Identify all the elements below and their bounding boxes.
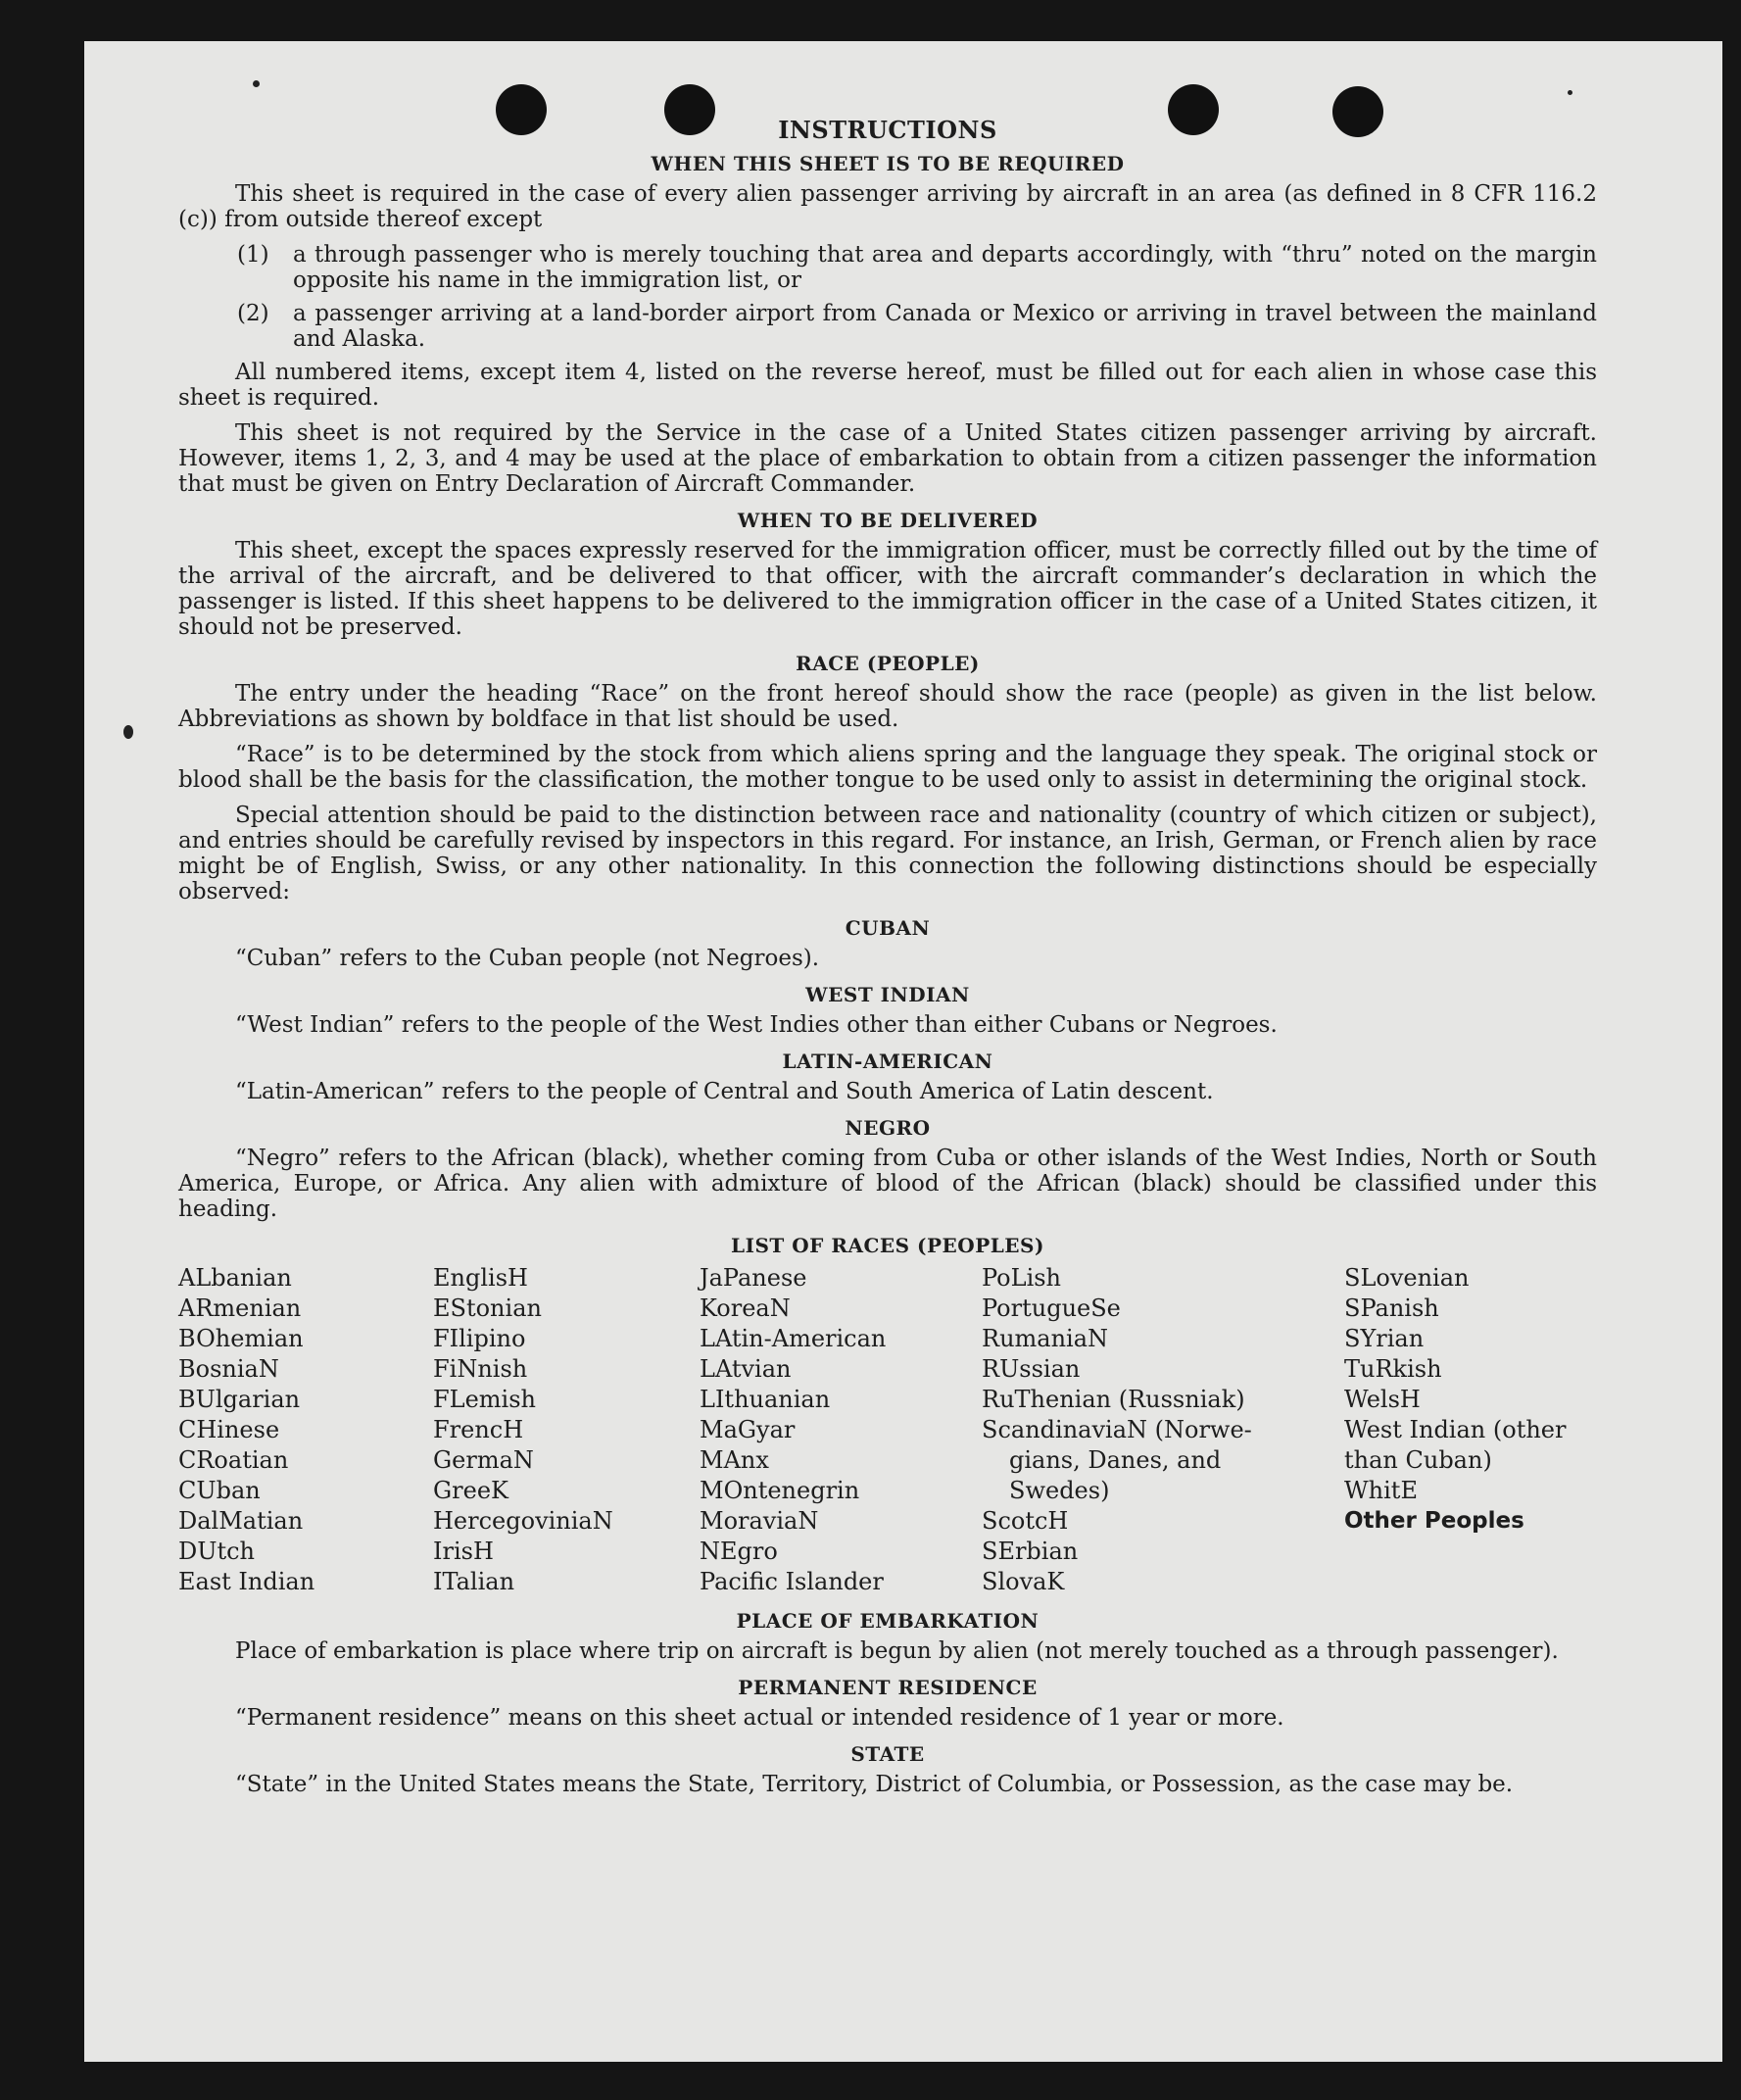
race-entry: ALbanian: [178, 1264, 292, 1292]
race-entry: MAnx: [700, 1446, 769, 1474]
race-entry: MaGyar: [700, 1416, 796, 1443]
paragraph: This sheet is required in the case of every alien passenger arriving by aircraft in an area (as defined in 8 CFR 116.2 (c)) from outside thereof except: [178, 181, 1597, 232]
race-entry: Other Peoples: [1344, 1508, 1524, 1534]
ink-speck: [1568, 90, 1572, 95]
race-entry: FrencH: [433, 1416, 524, 1443]
section-heading-state: STATE: [850, 1742, 925, 1766]
race-entry: RuThenian (Russniak): [982, 1386, 1245, 1413]
section-heading-when-delivered: WHEN TO BE DELIVERED: [737, 509, 1039, 532]
item-number: (1): [237, 242, 269, 268]
list-item: [178, 242, 1597, 293]
race-entry: LIthuanian: [700, 1386, 831, 1413]
instructions-content: [178, 116, 1597, 1807]
race-entry: JaPanese: [700, 1264, 807, 1292]
race-entry: ScotcH: [982, 1507, 1069, 1535]
races-column: [1344, 1263, 1597, 1597]
section-heading-list-of-races: LIST OF RACES (PEOPLES): [731, 1234, 1044, 1257]
race-entry: GermaN: [433, 1446, 534, 1474]
race-entry: SErbian: [982, 1538, 1079, 1565]
race-entry: CRoatian: [178, 1446, 289, 1474]
section-heading-place-of-embarkation: PLACE OF EMBARKATION: [736, 1609, 1040, 1633]
race-entry: FiNnish: [433, 1355, 528, 1383]
document-page: [84, 41, 1722, 2062]
race-entry: KoreaN: [700, 1294, 791, 1322]
race-entry: Pacific Islander: [700, 1568, 884, 1595]
race-entry: MOntenegrin: [700, 1477, 860, 1504]
race-entry: ARmenian: [178, 1294, 302, 1322]
paragraph: “West Indian” refers to the people of the West Indies other than either Cubans or Negroes.: [235, 1012, 1278, 1038]
section-heading-permanent-residence: PERMANENT RESIDENCE: [738, 1676, 1038, 1699]
paragraph: Special attention should be paid to the distinction between race and nationality (country of which citizen or subject), and entries should be carefully revised by inspectors in this regard. For instance, an Irish, German, or French alien by race might be of English, Swiss, or any other nationality. In this connection the following distinctions should be especially observed:: [178, 803, 1597, 904]
item-number: (2): [237, 301, 269, 326]
race-entry: RumaniaN: [982, 1325, 1109, 1352]
race-entry: FIlipino: [433, 1325, 526, 1352]
race-entry: NEgro: [700, 1538, 778, 1565]
paragraph: This sheet is not required by the Service in the case of a United States citizen passenger arriving by aircraft. However, items 1, 2, 3, and 4 may be used at the place of embarkation to obtain from a citizen passenger the information that must be given on Entry Declaration of Aircraft Commander.: [178, 420, 1597, 497]
race-entry: HercegoviniaN: [433, 1507, 613, 1535]
section-heading-when-required: WHEN THIS SHEET IS TO BE REQUIRED: [651, 152, 1125, 175]
race-entry: EStonian: [433, 1294, 542, 1322]
race-entry: RUssian: [982, 1355, 1081, 1383]
page-title: INSTRUCTIONS: [778, 116, 997, 144]
race-entry: GreeK: [433, 1477, 508, 1504]
race-entry: DalMatian: [178, 1507, 304, 1535]
race-entry: SPanish: [1344, 1294, 1439, 1322]
races-table: [178, 1263, 1597, 1597]
race-entry-continued: than Cuban): [1344, 1446, 1492, 1474]
ink-speck: [123, 725, 133, 739]
race-entry: PortugueSe: [982, 1294, 1121, 1322]
paragraph: The entry under the heading “Race” on the front hereof should show the race (people) as given in the list below. Abbreviations as shown by boldface in that list should be used.: [178, 681, 1597, 732]
paragraph: “Race” is to be determined by the stock from which aliens spring and the language they speak. The original stock or blood shall be the basis for the classification, the mother tongue to be used only to assist in determining the original stock.: [178, 742, 1597, 793]
races-column: [178, 1263, 433, 1597]
race-entry: ITalian: [433, 1568, 515, 1595]
section-heading-race: RACE (PEOPLE): [796, 652, 980, 675]
race-entry: SLovenian: [1344, 1264, 1470, 1292]
race-entry: BOhemian: [178, 1325, 304, 1352]
races-column: [982, 1263, 1344, 1597]
section-heading-latin-american: LATIN-AMERICAN: [782, 1050, 993, 1073]
paragraph: This sheet, except the spaces expressly reserved for the immigration officer, must be correctly filled out by the time of the arrival of the aircraft, and be delivered to that officer, with the aircraft commander’s declaration in which the passenger is listed. If this sheet happens to be delivered to the immigration officer in the case of a United States citizen, it should not be preserved.: [178, 538, 1597, 640]
race-entry: DUtch: [178, 1538, 256, 1565]
section-heading-west-indian: WEST INDIAN: [805, 983, 970, 1006]
races-column: [700, 1263, 982, 1597]
race-entry: MoraviaN: [700, 1507, 819, 1535]
paragraph: “Latin-American” refers to the people of Central and South America of Latin descent.: [235, 1079, 1214, 1104]
paragraph: Place of embarkation is place where trip on aircraft is begun by alien (not merely touched as a through passenger).: [235, 1638, 1559, 1664]
race-entry: TuRkish: [1344, 1355, 1442, 1383]
ink-speck: [253, 80, 260, 87]
race-entry: BosniaN: [178, 1355, 279, 1383]
paragraph: “Permanent residence” means on this sheet actual or intended residence of 1 year or more.: [235, 1705, 1284, 1731]
race-entry: ScandinaviaN (Norwe-: [982, 1416, 1252, 1443]
race-entry: IrisH: [433, 1538, 494, 1565]
race-entry: FLemish: [433, 1386, 536, 1413]
paragraph: All numbered items, except item 4, listed on the reverse hereof, must be filled out for each alien in whose case this sheet is required.: [178, 360, 1597, 411]
race-entry: West Indian (other: [1344, 1416, 1567, 1443]
paragraph: “State” in the United States means the State, Territory, District of Columbia, or Possession, as the case may be.: [235, 1772, 1514, 1797]
race-entry: WhitE: [1344, 1477, 1418, 1504]
race-entry: LAtvian: [700, 1355, 792, 1383]
race-entry: WelsH: [1344, 1386, 1421, 1413]
races-column: [433, 1263, 700, 1597]
race-entry: SlovaK: [982, 1568, 1065, 1595]
race-entry-continued: Swedes): [1009, 1477, 1110, 1504]
race-entry: SYrian: [1344, 1325, 1425, 1352]
race-entry: East Indian: [178, 1568, 315, 1595]
paragraph: “Negro” refers to the African (black), whether coming from Cuba or other islands of the West Indies, North or South America, Europe, or Africa. Any alien with admixture of blood of the African (black) should be classified under this heading.: [178, 1146, 1597, 1222]
item-text: a through passenger who is merely touching that area and departs accordingly, with “thru” noted on the margin opposite his name in the immigration list, or: [293, 242, 1597, 293]
list-item: [178, 301, 1597, 352]
section-heading-negro: NEGRO: [845, 1116, 931, 1140]
race-entry: BUlgarian: [178, 1386, 301, 1413]
race-entry: PoLish: [982, 1264, 1062, 1292]
race-entry: CUban: [178, 1477, 261, 1504]
race-entry-continued: gians, Danes, and: [1009, 1446, 1222, 1474]
race-entry: EnglisH: [433, 1264, 528, 1292]
paragraph: “Cuban” refers to the Cuban people (not Negroes).: [235, 946, 820, 971]
race-entry: LAtin-American: [700, 1325, 887, 1352]
item-text: a passenger arriving at a land-border airport from Canada or Mexico or arriving in travel between the mainland and Alaska.: [293, 301, 1597, 352]
section-heading-cuban: CUBAN: [845, 916, 931, 940]
race-entry: CHinese: [178, 1416, 280, 1443]
